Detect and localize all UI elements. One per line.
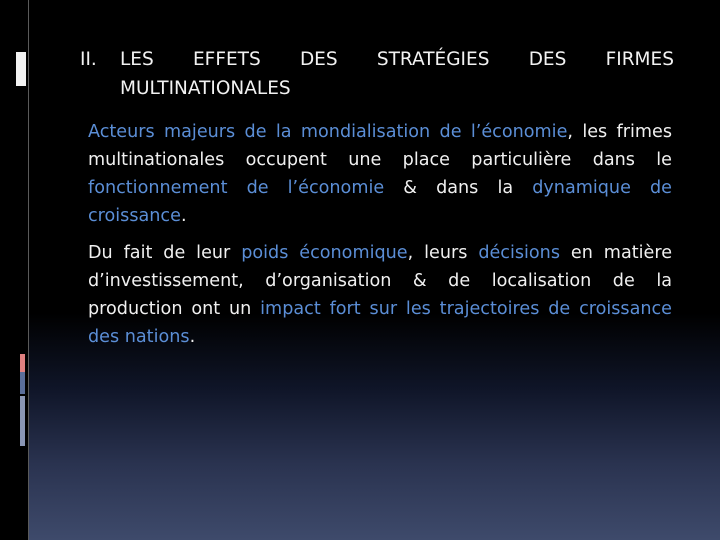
title-word: STRATÉGIES <box>376 49 490 70</box>
title-number: II. <box>80 49 97 70</box>
title-word: EFFETS <box>192 49 261 70</box>
highlight-text: Acteurs majeurs de la mondialisation de l’économie <box>88 122 568 142</box>
title-words <box>120 45 674 74</box>
title-line-1 <box>80 45 674 74</box>
title-accent-bar <box>16 52 26 86</box>
highlight-text: décisions <box>478 243 561 263</box>
title-word: FIRMES <box>605 49 674 70</box>
left-border-line <box>28 0 29 540</box>
paragraph-2 <box>88 239 672 351</box>
body-text: . <box>189 327 196 347</box>
highlight-text: dynamique de croissance <box>88 178 672 226</box>
decorative-bar-pink <box>20 354 25 372</box>
body-text: , les frimes multinationales occupent une place particulière dans le <box>88 122 672 170</box>
title-word: DES <box>299 49 338 70</box>
body-text: Du fait de leur <box>88 243 242 263</box>
title-word: DES <box>528 49 567 70</box>
slide-body <box>88 118 672 360</box>
highlight-text: fonctionnement de l’économie <box>88 178 385 198</box>
paragraph-1 <box>88 118 672 230</box>
body-text: en matière d’investissement, d’organisation & de localisation de la production ont un <box>88 243 673 319</box>
body-text: & dans la <box>384 178 533 198</box>
highlight-text: poids économique <box>241 243 408 263</box>
decorative-bar-blue <box>20 372 25 394</box>
highlight-text: impact fort sur les trajectoires de croissance des nations <box>88 299 672 347</box>
body-text: . <box>180 206 187 226</box>
body-text: , leurs <box>407 243 479 263</box>
title-word: LES <box>120 49 154 70</box>
title-line-2: MULTINATIONALES <box>120 78 291 99</box>
slide-title <box>80 45 674 103</box>
decorative-bar-grey <box>20 396 25 446</box>
